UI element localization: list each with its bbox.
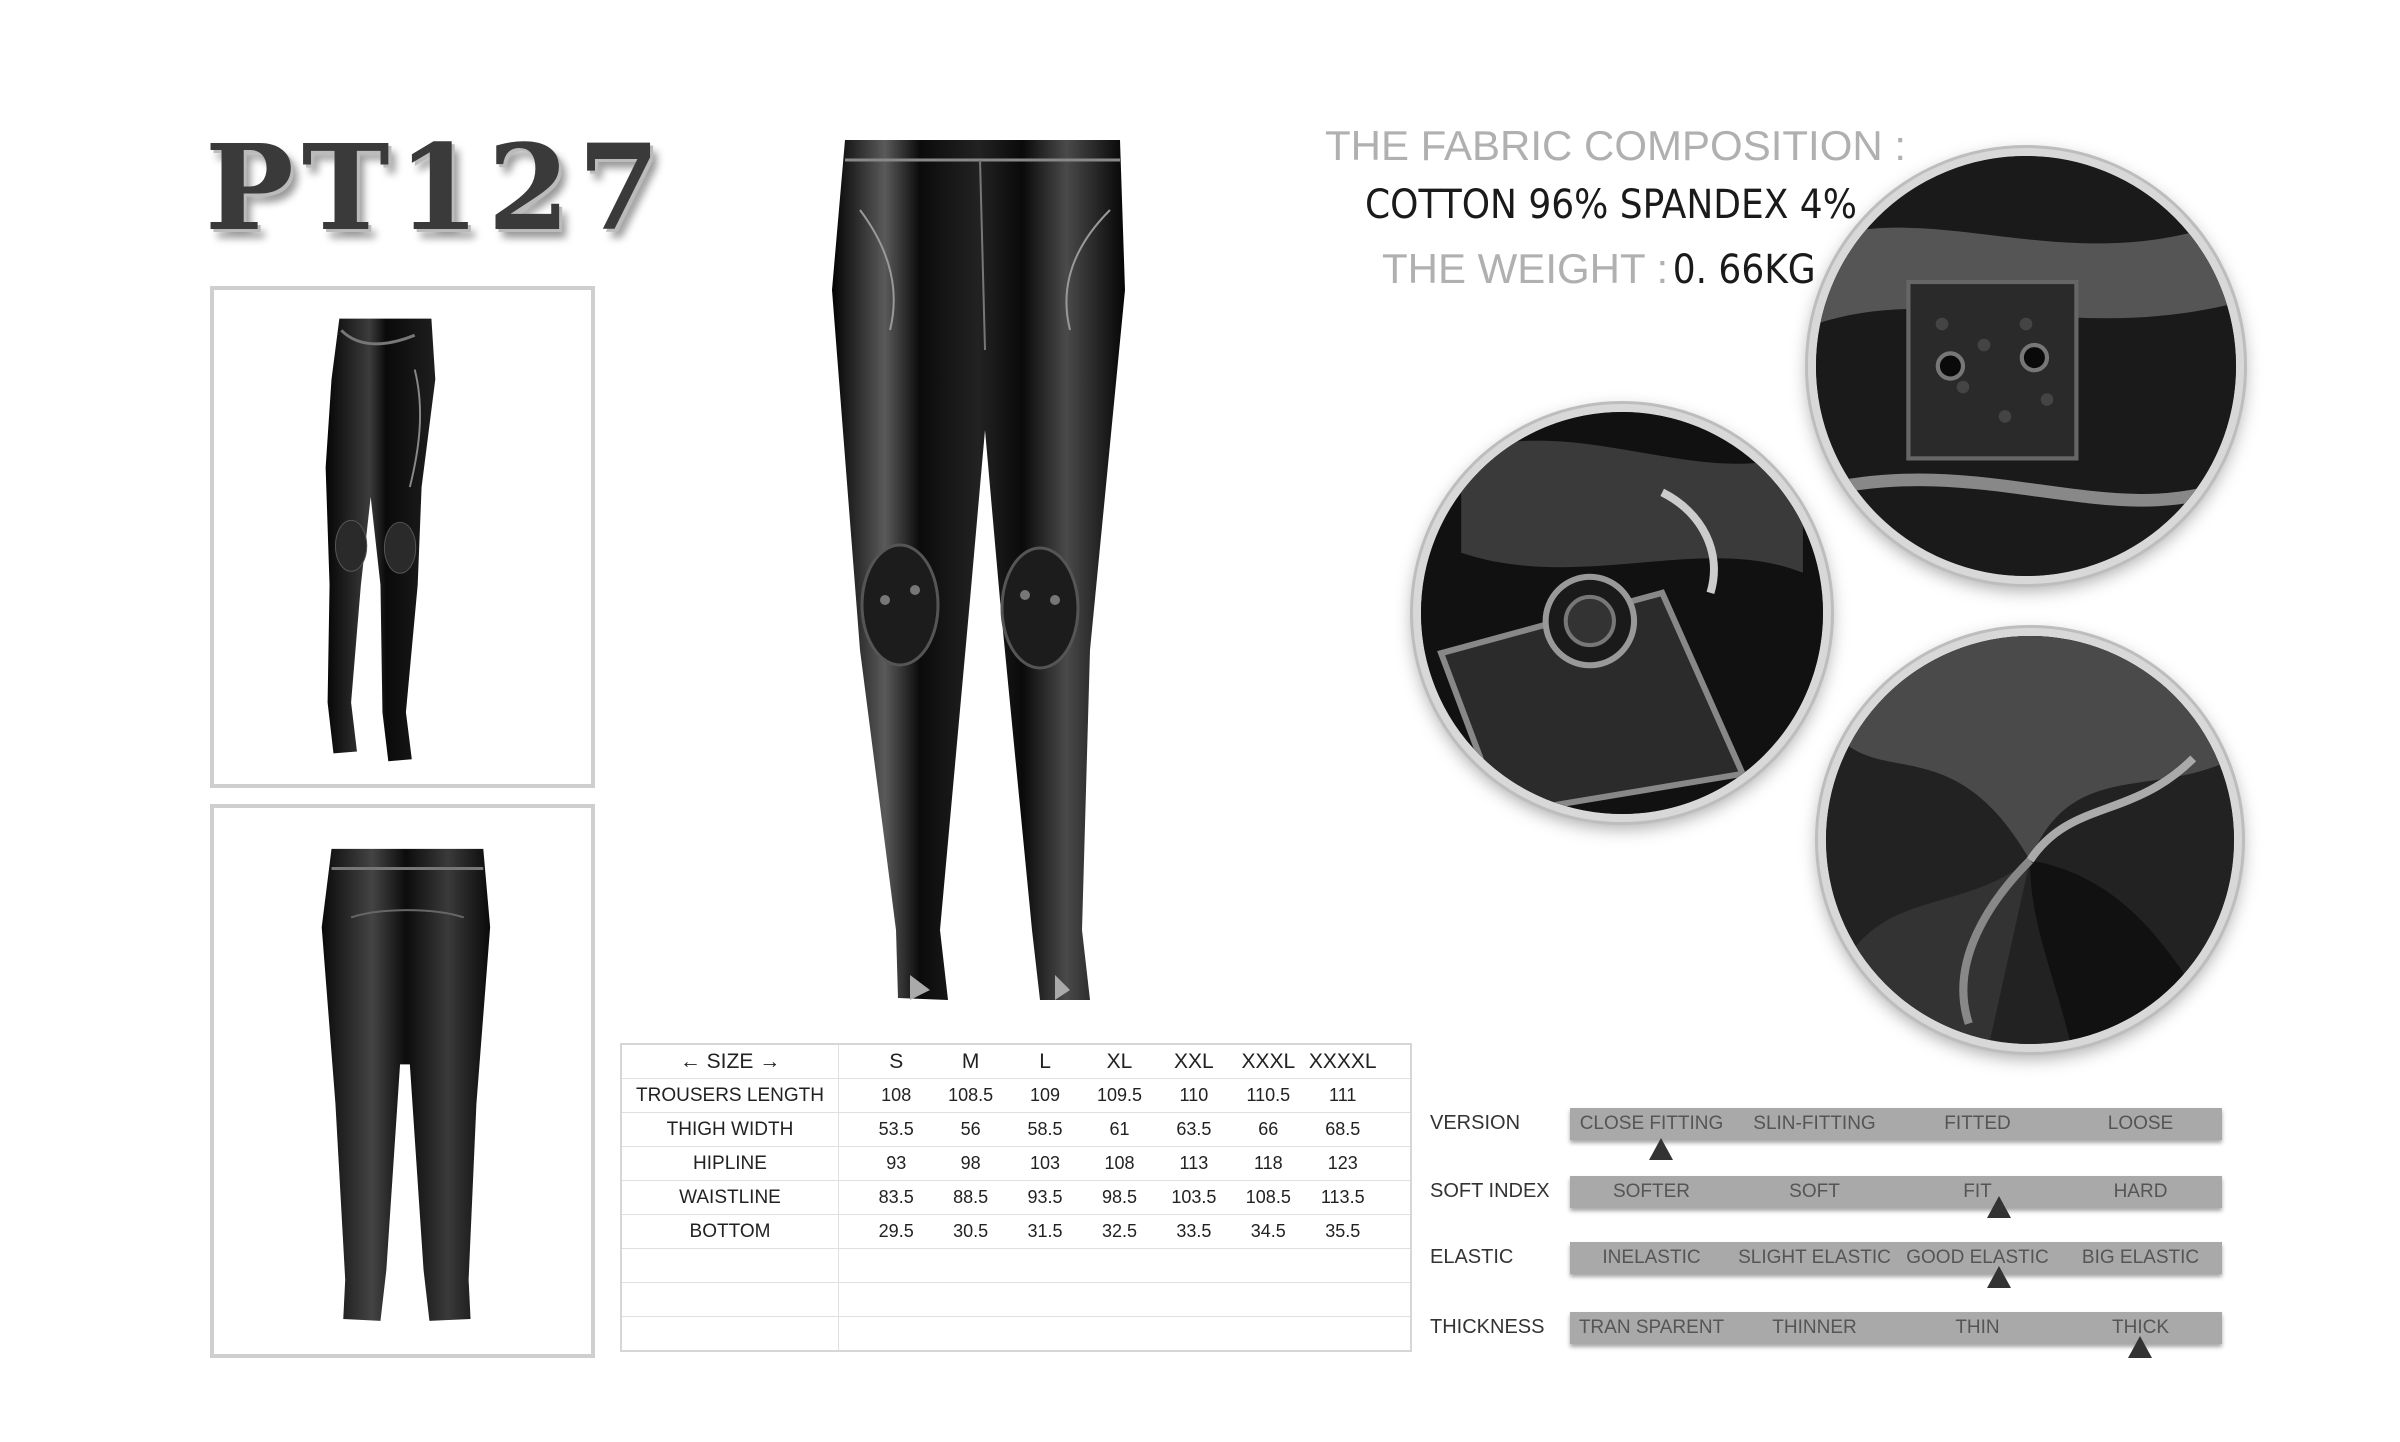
table-cell: 58.5 [1027,1119,1063,1139]
scale-option: GOOD ELASTIC [1906,1247,2049,1268]
trousers-back-image [214,808,591,1354]
attr-label-version: VERSION [1430,1112,1521,1134]
table-cell: 108 [1104,1153,1135,1173]
scale-option: HARD [2113,1181,2168,1202]
table-row-empty [621,1283,1411,1317]
table-cell: 108 [881,1085,912,1105]
table-row [621,1079,1411,1113]
table-cell: 103.5 [1171,1187,1217,1207]
table-cell: 61 [1109,1119,1130,1139]
fabric-weight-label: THE WEIGHT : [1382,245,1669,292]
table-cell: 110.5 [1246,1085,1291,1105]
table-cell: 98 [960,1153,981,1173]
table-cell: 93 [886,1153,907,1173]
size-label: M [961,1049,980,1073]
table-cell: 109 [1030,1085,1061,1105]
scale-option: LOOSE [2107,1113,2174,1134]
table-row [621,1113,1411,1147]
table-cell: 68.5 [1325,1119,1361,1139]
table-row [621,1147,1411,1181]
scale-bar-version [1570,1108,2222,1140]
table-cell: 110 [1179,1085,1209,1105]
table-cell: 31.5 [1027,1221,1063,1241]
table-cell: 32.5 [1101,1221,1137,1241]
table-cell: 93.5 [1027,1187,1063,1207]
table-row [621,1181,1411,1215]
table-cell: 109.5 [1096,1085,1142,1105]
product-code: PT127 [205,118,668,257]
scale-option: SOFT [1789,1181,1840,1202]
scale-option: THICK [2112,1317,2169,1338]
size-header-label: SIZE [706,1049,754,1073]
size-label: XXL [1174,1049,1214,1073]
scale-option: INELASTIC [1602,1247,1701,1268]
thumbnail-back-view[interactable] [210,804,595,1358]
table-cell: 30.5 [953,1221,989,1241]
scale-bar-soft-index [1570,1176,2222,1208]
triangle-up-icon [2128,1336,2152,1358]
row-label: BOTTOM [621,1215,839,1249]
table-cell: 111 [1329,1085,1357,1105]
table-cell: 66 [1258,1119,1279,1139]
ornament-left-icon: ← [679,1049,701,1073]
size-table [620,1043,1412,1352]
table-cell: 123 [1327,1153,1358,1173]
size-table-header [621,1044,1411,1079]
detail-circle-knee-mesh [1808,148,2244,584]
row-label: HIPLINE [621,1147,839,1181]
row-label: WAISTLINE [621,1181,839,1215]
scale-bar-elastic [1570,1242,2222,1274]
scale-option: THIN [1955,1317,2000,1338]
scale-option: FIT [1963,1181,1992,1202]
table-cell: 113.5 [1320,1187,1365,1207]
scale-option: THINNER [1772,1317,1857,1338]
fabric-weight-value: 0. 66KG [1672,247,1816,293]
size-label: S [889,1049,904,1073]
row-label: THIGH WIDTH [621,1113,839,1147]
table-cell: 88.5 [953,1187,989,1207]
ornament-right-icon: → [759,1049,781,1073]
scale-bar-thickness [1570,1312,2222,1344]
size-label: L [1039,1049,1051,1073]
table-row-empty [621,1249,1411,1283]
table-row-empty [621,1317,1411,1352]
detail-circle-button [1413,404,1831,822]
fabric-weight-row [1382,245,1816,293]
scale-option: SOFTER [1612,1181,1691,1202]
triangle-up-icon [1987,1196,2011,1218]
size-header-cell [621,1044,839,1079]
table-cell: 35.5 [1325,1221,1361,1241]
scale-option: SLIN-FITTING [1753,1113,1876,1134]
attr-label-thickness: THICKNESS [1430,1316,1545,1338]
scale-option: TRAN SPARENT [1578,1317,1725,1338]
fabric-composition-label: THE FABRIC COMPOSITION : [1325,122,1907,169]
table-cell: 108.5 [1245,1187,1291,1207]
table-cell: 33.5 [1176,1221,1212,1241]
table-cell: 118 [1253,1153,1283,1173]
table-cell: 108.5 [948,1085,994,1105]
table-cell: 113 [1179,1153,1209,1173]
triangle-up-icon [1987,1266,2011,1288]
scale-option: SLIGHT ELASTIC [1738,1247,1891,1268]
trousers-side-image [214,290,591,784]
table-cell: 103 [1030,1153,1061,1173]
scale-option: BIG ELASTIC [2081,1247,2200,1268]
main-product-photo [820,130,1320,1010]
size-label: XL [1106,1049,1133,1073]
thumbnail-side-view[interactable] [210,286,595,788]
scale-option: CLOSE FITTING [1579,1113,1724,1134]
size-label: XXXL [1241,1049,1296,1073]
table-cell: 29.5 [878,1221,914,1241]
triangle-up-icon [1649,1138,1673,1160]
table-cell: 34.5 [1250,1221,1286,1241]
table-cell: 63.5 [1176,1119,1212,1139]
scale-option: FITTED [1944,1113,2011,1134]
table-row [621,1215,1411,1249]
size-header-values [839,1044,1412,1079]
table-cell: 53.5 [878,1119,914,1139]
row-label: TROUSERS LENGTH [621,1079,839,1113]
table-cell: 83.5 [878,1187,914,1207]
table-cell: 98.5 [1101,1187,1137,1207]
size-label: XXXXL [1308,1049,1377,1073]
attr-label-soft-index: SOFT INDEX [1430,1180,1550,1202]
table-cell: 56 [960,1119,981,1139]
fabric-composition-value: COTTON 96% SPANDEX 4% [1365,182,1857,228]
detail-circle-fabric [1818,628,2242,1052]
attr-label-elastic: ELASTIC [1430,1246,1514,1268]
